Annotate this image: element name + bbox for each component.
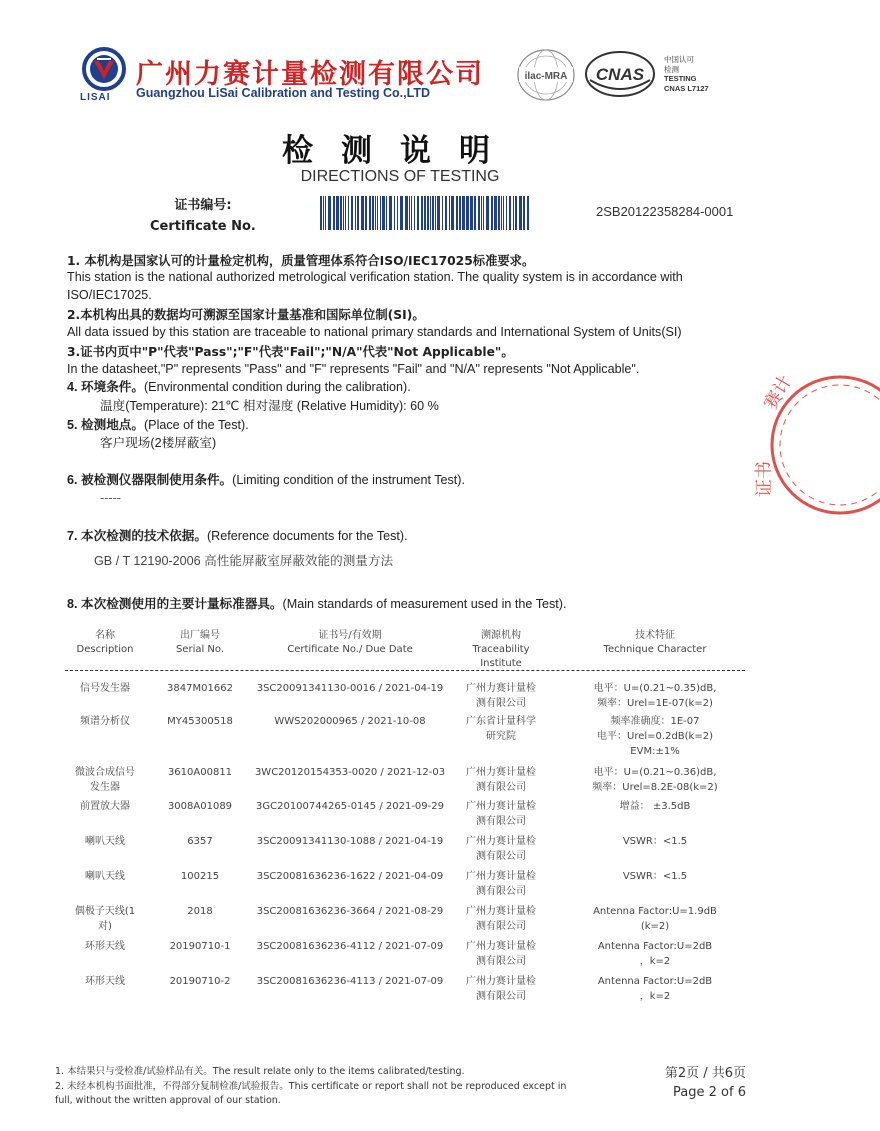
cell-line: 20190710-2	[169, 976, 231, 987]
cell-line: VSWR：<1.5	[622, 871, 688, 882]
cell-line: 广州力赛计量检	[466, 767, 536, 778]
item-4	[67, 378, 411, 396]
item-5	[67, 416, 249, 434]
cell-serial	[160, 765, 240, 780]
cell-description	[60, 939, 150, 954]
cell-line: 广东省计量科学	[466, 716, 536, 727]
cell-line: 广州力赛计量检	[466, 836, 536, 847]
cell-line: ，k=2	[639, 956, 671, 967]
cell-line: 频率：Urel=1E-07(k=2)	[597, 698, 713, 709]
certificate-label-en: Certificate No.	[150, 219, 256, 234]
header-en: Certificate No./ Due Date	[287, 644, 413, 655]
cell-line: 对)	[98, 921, 112, 932]
item-6-cn: 6. 被检测仪器限制使用条件。	[67, 473, 233, 487]
header-cn: 名称	[95, 630, 115, 641]
item-5-en: (Place of the Test).	[143, 418, 249, 432]
cell-certificate	[250, 904, 450, 919]
item-8-en: (Main standards of measurement used in the Test).	[282, 597, 567, 611]
cell-line: 测有限公司	[476, 921, 526, 932]
cell-description	[60, 834, 150, 849]
cell-line: 3SC20081636236-3664 / 2021-08-29	[256, 906, 444, 917]
cell-description	[60, 714, 150, 729]
page-title-cn: 检测说明	[282, 133, 518, 169]
cell-institute	[455, 904, 547, 934]
cell-line: ，k=2	[639, 991, 671, 1002]
cell-serial	[160, 904, 240, 919]
cnas-accreditation-text	[664, 55, 709, 93]
cell-line: 频谱分析仪	[80, 716, 130, 727]
footer-notes	[55, 1065, 566, 1109]
ilac-mra-logo-icon	[515, 47, 577, 103]
cell-description	[60, 869, 150, 884]
cell-serial	[160, 869, 240, 884]
cell-technique	[575, 834, 735, 849]
item-3-en: In the datasheet,"P" represents "Pass" and "F" represents "Fail" and "N/A" represents "Not Applicable".	[67, 362, 640, 376]
table-header-technique	[575, 629, 735, 657]
page-number-cn: 第2页 / 共6页	[664, 1066, 746, 1081]
cell-line: 6357	[187, 836, 213, 847]
cell-certificate	[250, 974, 450, 989]
cell-line: 测有限公司	[476, 816, 526, 827]
cell-line: 3SC20081636236-4113 / 2021-07-09	[256, 976, 444, 987]
cell-line: 喇叭天线	[85, 836, 125, 847]
cell-line: 电平：U=(0.21~0.35)dB,	[593, 683, 717, 694]
cell-line: 3SC20091341130-1088 / 2021-04-19	[256, 836, 444, 847]
cell-serial	[160, 681, 240, 696]
cell-institute	[455, 834, 547, 864]
lisai-logo-icon	[82, 47, 126, 91]
cell-serial	[160, 714, 240, 729]
cell-description	[60, 799, 150, 814]
cell-line: 测有限公司	[476, 851, 526, 862]
header-en: Traceability	[472, 644, 530, 655]
svg-text:赛计: 赛计	[760, 371, 797, 414]
item-2-cn: 2.本机构出具的数据均可溯源至国家计量基准和国际单位制(SI)。	[67, 308, 425, 322]
cell-technique	[575, 681, 735, 711]
cell-line: 广州力赛计量检	[466, 683, 536, 694]
item-8-cn: 8. 本次检测使用的主要计量标准器具。	[67, 597, 283, 611]
cell-line: 广州力赛计量检	[466, 801, 536, 812]
cell-line: 环形天线	[85, 941, 125, 952]
table-header-institute	[455, 629, 547, 671]
header-en: Description	[76, 644, 134, 655]
barcode	[318, 196, 534, 230]
cell-line: 喇叭天线	[85, 871, 125, 882]
cell-line: 研究院	[486, 731, 516, 742]
svg-text:证书: 证书	[754, 461, 775, 497]
cell-line: 广州力赛计量检	[466, 906, 536, 917]
item-7	[67, 527, 408, 545]
cell-technique	[575, 974, 735, 1004]
cell-certificate	[250, 939, 450, 954]
cell-line: 微波合成信号	[75, 767, 135, 778]
header-cn: 溯源机构	[481, 630, 521, 641]
cell-technique	[575, 939, 735, 969]
header-en: Serial No.	[175, 644, 225, 655]
cell-technique	[575, 714, 735, 759]
header-cn: 证书号/有效期	[318, 630, 382, 641]
cell-line: 电平：U=(0.21~0.36)dB,	[593, 767, 717, 778]
table-header-serial	[160, 629, 240, 657]
cell-certificate	[250, 869, 450, 884]
cnas-line: TESTING	[664, 74, 697, 83]
header-cn: 出厂编号	[180, 630, 220, 641]
cell-institute	[455, 869, 547, 899]
cell-line: 发生器	[90, 782, 120, 793]
cell-institute	[455, 799, 547, 829]
table-header-certificate	[250, 629, 450, 657]
cell-description	[60, 765, 150, 795]
cell-certificate	[250, 834, 450, 849]
cell-serial	[160, 834, 240, 849]
item-1-en-cont: ISO/IEC17025.	[67, 288, 152, 302]
cell-institute	[455, 974, 547, 1004]
cell-line: 测有限公司	[476, 698, 526, 709]
item-3-cn: 3.证书内页中"P"代表"Pass";"F"代表"Fail";"N/A"代表"Not Applicable"。	[67, 345, 514, 359]
cell-technique	[575, 904, 735, 934]
company-name-en: Guangzhou LiSai Calibration and Testing Co.,LTD	[136, 86, 430, 100]
cell-line: 3SC20081636236-1622 / 2021-04-09	[256, 871, 444, 882]
table-header-description	[60, 629, 150, 657]
item-1-cn: 1. 本机构是国家认可的计量检定机构，质量管理体系符合ISO/IEC17025标准要求。	[67, 254, 535, 268]
cell-line: WWS202000965 / 2021-10-08	[274, 716, 426, 727]
page-number-en: Page 2 of 6	[673, 1085, 746, 1100]
cell-line: 前置放大器	[80, 801, 130, 812]
cell-certificate	[250, 681, 450, 696]
cell-description	[60, 974, 150, 989]
cell-institute	[455, 939, 547, 969]
cell-institute	[455, 681, 547, 711]
logo-text: LISAI	[80, 92, 111, 103]
cell-line: 广州力赛计量检	[466, 941, 536, 952]
item-7-value: GB / T 12190-2006 高性能屏蔽室屏蔽效能的测量方法	[94, 554, 394, 568]
cell-line: 增益： ±3.5dB	[619, 801, 691, 812]
cell-line: (k=2)	[640, 921, 670, 932]
cell-line: 测有限公司	[476, 991, 526, 1002]
cell-line: 3847M01662	[167, 683, 233, 694]
item-5-cn: 5. 检测地点。	[67, 418, 144, 432]
cell-line: 2018	[187, 906, 213, 917]
cell-line: 3610A00811	[167, 767, 233, 778]
item-7-cn: 7. 本次检测的技术依据。	[67, 529, 207, 543]
cell-line: 偶极子天线(1	[74, 906, 136, 917]
cell-line: 测有限公司	[476, 956, 526, 967]
item-6-en: (Limiting condition of the instrument Test).	[232, 473, 466, 487]
cell-technique	[575, 765, 735, 795]
item-6	[67, 471, 465, 489]
cell-line: 频率准确度：1E-07	[610, 716, 700, 727]
cell-line: 3008A01089	[167, 801, 233, 812]
cell-certificate	[250, 799, 450, 814]
cell-line: Antenna Factor:U=2dB	[597, 941, 713, 952]
cell-institute	[455, 765, 547, 795]
cell-line: 3SC20081636236-4112 / 2021-07-09	[256, 941, 444, 952]
cell-technique	[575, 799, 735, 814]
header-cn: 技术特征	[635, 630, 675, 641]
company-name-cn: 广州力赛计量检测有限公司	[136, 59, 484, 90]
cell-line: 测有限公司	[476, 886, 526, 897]
cell-line: 广州力赛计量检	[466, 976, 536, 987]
cell-institute	[455, 714, 547, 744]
cell-line: 广州力赛计量检	[466, 871, 536, 882]
cell-line: VSWR：<1.5	[622, 836, 688, 847]
item-1-en: This station is the national authorized metrological verification station. The quality system is in accordance with	[67, 270, 683, 284]
cell-certificate	[250, 765, 450, 780]
item-4-value: 温度(Temperature): 21℃ 相对湿度 (Relative Humidity): 60 %	[100, 399, 439, 413]
certificate-label	[150, 195, 256, 237]
footer-note-2: 2. 未经本机构书面批准，不得部分复制检准/试验报告。This certificate or report shall not be reproduced except in	[55, 1080, 567, 1092]
cell-line: 信号发生器	[80, 683, 130, 694]
item-6-value: -----	[100, 491, 121, 505]
cell-line: 20190710-1	[169, 941, 231, 952]
item-8	[67, 595, 566, 613]
header-en: Institute	[480, 658, 522, 669]
item-4-en: (Environmental condition during the calibration).	[143, 380, 411, 394]
item-7-en: (Reference documents for the Test).	[206, 529, 408, 543]
cnas-line: CNAS L7127	[664, 83, 709, 93]
cnas-text: CNAS	[595, 65, 645, 84]
ilac-text: ilac-MRA	[524, 71, 568, 82]
cell-description	[60, 904, 150, 934]
cell-line: 3WC20120154353-0020 / 2021-12-03	[254, 767, 446, 778]
page-title-en: DIRECTIONS OF TESTING	[300, 168, 500, 185]
cell-line: 3SC20091341130-0016 / 2021-04-19	[256, 683, 444, 694]
red-seal-stamp	[754, 365, 880, 525]
cell-line: 3GC20100744265-0145 / 2021-09-29	[256, 801, 444, 812]
cell-serial	[160, 974, 240, 989]
footer-note-2-cont: full, without the written approval of our station.	[55, 1095, 281, 1106]
cnas-line: 检测	[664, 64, 679, 74]
cell-line: 频率：Urel=8.2E-08(k=2)	[592, 782, 718, 793]
cell-line: 电平：Urel=0.2dB(k=2)	[597, 731, 713, 742]
item-5-value: 客户现场(2楼屏蔽室)	[100, 436, 217, 450]
table-divider	[65, 670, 745, 671]
cell-line: EVM:±1%	[630, 746, 680, 757]
cell-serial	[160, 939, 240, 954]
item-2-en: All data issued by this station are traceable to national primary standards and International System of Units(SI)	[67, 325, 682, 339]
cell-line: 环形天线	[85, 976, 125, 987]
certificate-number: 2SB20122358284-0001	[596, 204, 734, 219]
cell-serial	[160, 799, 240, 814]
cell-line: Antenna Factor:U=1.9dB	[593, 906, 717, 917]
cell-certificate	[250, 714, 450, 729]
certificate-label-cn: 证书编号:	[174, 198, 232, 213]
cell-description	[60, 681, 150, 696]
cell-line: 100215	[180, 871, 220, 882]
footer-note-1: 1. 本结果只与受检准/试验样品有关。The result relate only to the items calibrated/testing.	[55, 1066, 465, 1077]
cell-line: 测有限公司	[476, 782, 526, 793]
page-number	[665, 1064, 746, 1102]
cell-line: MY45300518	[167, 716, 233, 727]
cell-line: Antenna Factor:U=2dB	[597, 976, 713, 987]
cnas-line: 中国认可	[664, 55, 694, 64]
item-4-cn: 4. 环境条件。	[67, 380, 144, 394]
cnas-logo-icon	[584, 50, 656, 98]
cell-technique	[575, 869, 735, 884]
header-en: Technique Character	[603, 644, 707, 655]
